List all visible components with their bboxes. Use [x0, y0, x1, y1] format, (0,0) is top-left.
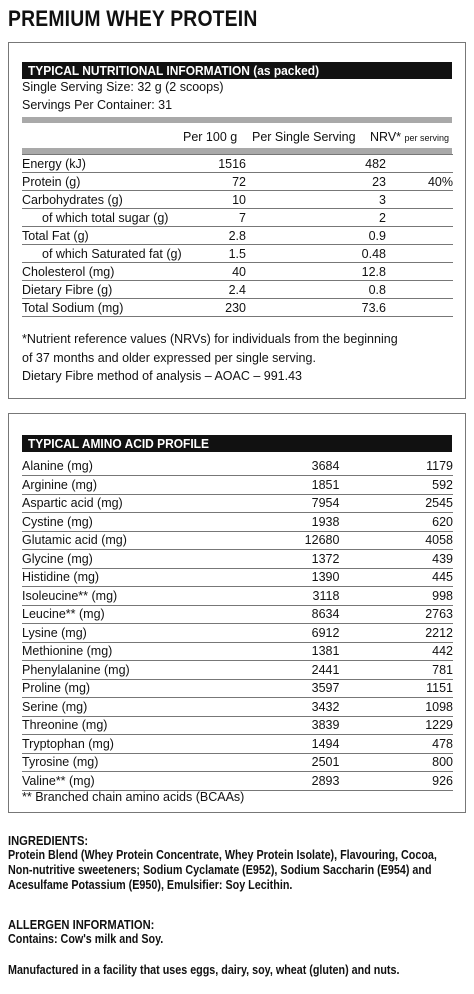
- amino-panel: [8, 413, 466, 813]
- cell-nrv: [386, 209, 453, 227]
- cell-per100: 40: [194, 263, 246, 281]
- cell-per-serving: 2545: [339, 494, 453, 513]
- table-row: [22, 698, 453, 717]
- cell-label: Tyrosine (mg): [22, 753, 225, 772]
- cell-per-serving: 2763: [339, 605, 453, 624]
- cell-per-serving: 998: [339, 587, 453, 606]
- cell-per-serving: 4058: [339, 531, 453, 550]
- cell-per-serving: 800: [339, 753, 453, 772]
- cell-per100: 3839: [225, 716, 340, 735]
- cell-per-serving: 478: [339, 735, 453, 754]
- cell-per100: 3118: [225, 587, 340, 606]
- cell-per100: 2501: [225, 753, 340, 772]
- cell-per100: 3684: [225, 457, 340, 476]
- nutrition-table: [22, 154, 453, 317]
- cell-per100: 1.5: [194, 245, 246, 263]
- table-row: [22, 716, 453, 735]
- cell-per-serving: 445: [339, 568, 453, 587]
- cell-nrv: 40%: [386, 173, 453, 191]
- page-title: PREMIUM WHEY PROTEIN: [8, 6, 258, 31]
- table-row: [22, 772, 453, 791]
- cell-per100: 10: [194, 191, 246, 209]
- cell-per100: 72: [194, 173, 246, 191]
- cell-label: Alanine (mg): [22, 457, 225, 476]
- cell-label: Glycine (mg): [22, 550, 225, 569]
- ingredients-line: Acesulfame Potassium (E950), Emulsifier: Soy Lecithin.: [8, 878, 293, 892]
- cell-per-serving: 0.48: [246, 245, 386, 263]
- cell-per-serving: 482: [246, 155, 386, 173]
- cell-per100: 12680: [225, 531, 340, 550]
- cell-nrv: [386, 263, 453, 281]
- ingredients-heading: INGREDIENTS:: [8, 833, 89, 848]
- cell-label: Aspartic acid (mg): [22, 494, 225, 513]
- amino-header: TYPICAL AMINO ACID PROFILE: [22, 435, 452, 452]
- allergen-text: Contains: Cow's milk and Soy.: [8, 932, 164, 946]
- nutrition-notes: *Nutrient reference values (NRVs) for individuals from the beginning of 37 months and older expressed per single serving. Dietary Fibre method of analysis – AOAC – 991.43: [22, 332, 398, 383]
- col-nrv-small: per serving: [404, 133, 450, 143]
- cell-per100: 1516: [194, 155, 246, 173]
- cell-per-serving: 2: [246, 209, 386, 227]
- table-row: [22, 679, 453, 698]
- gray-divider: [22, 117, 452, 123]
- table-row: [22, 550, 453, 569]
- table-row: [22, 227, 453, 245]
- cell-label: Glutamic acid (mg): [22, 531, 225, 550]
- table-row: [22, 263, 453, 281]
- cell-per-serving: 439: [339, 550, 453, 569]
- table-row: [22, 245, 453, 263]
- table-row: [22, 457, 453, 476]
- serving-size: Single Serving Size: 32 g (2 scoops): [22, 80, 224, 94]
- cell-per100: 6912: [225, 624, 340, 643]
- table-row: [22, 735, 453, 754]
- cell-per-serving: 926: [339, 772, 453, 791]
- cell-label: Proline (mg): [22, 679, 225, 698]
- table-row: [22, 155, 453, 173]
- cell-label: Cholesterol (mg): [22, 263, 194, 281]
- cell-per-serving: 620: [339, 513, 453, 532]
- cell-per-serving: 781: [339, 661, 453, 680]
- cell-per100: 1938: [225, 513, 340, 532]
- cell-nrv: [386, 191, 453, 209]
- col-per100: Per 100 g: [183, 130, 238, 144]
- cell-label: Valine** (mg): [22, 772, 225, 791]
- cell-label: Phenylalanine (mg): [22, 661, 225, 680]
- cell-per100: 2.4: [194, 281, 246, 299]
- cell-per100: 7: [194, 209, 246, 227]
- cell-per-serving: 3: [246, 191, 386, 209]
- table-row: [22, 531, 453, 550]
- table-row: [22, 753, 453, 772]
- table-row: [22, 191, 453, 209]
- bcaa-note: ** Branched chain amino acids (BCAAs): [22, 790, 245, 804]
- cell-per-serving: 0.9: [246, 227, 386, 245]
- table-row: [22, 642, 453, 661]
- nutrition-header: TYPICAL NUTRITIONAL INFORMATION (as packed): [22, 62, 452, 79]
- cell-label: Protein (g): [22, 173, 194, 191]
- cell-per100: 3597: [225, 679, 340, 698]
- cell-per-serving: 23: [246, 173, 386, 191]
- table-row: [22, 476, 453, 495]
- cell-nrv: [386, 299, 453, 317]
- cell-per-serving: 0.8: [246, 281, 386, 299]
- cell-per-serving: 12.8: [246, 263, 386, 281]
- cell-per-serving: 1151: [339, 679, 453, 698]
- cell-label: Threonine (mg): [22, 716, 225, 735]
- cell-per-serving: 1229: [339, 716, 453, 735]
- table-row: [22, 209, 453, 227]
- table-row: [22, 299, 453, 317]
- cell-label: Serine (mg): [22, 698, 225, 717]
- allergen-heading: ALLERGEN INFORMATION:: [8, 917, 155, 932]
- cell-nrv: [386, 281, 453, 299]
- cell-per-serving: 2212: [339, 624, 453, 643]
- cell-label: Isoleucine** (mg): [22, 587, 225, 606]
- cell-nrv: [386, 227, 453, 245]
- table-row: [22, 281, 453, 299]
- cell-per-serving: 1098: [339, 698, 453, 717]
- ingredients-line: Protein Blend (Whey Protein Concentrate, Whey Protein Isolate), Flavouring, Cocoa,: [8, 848, 437, 862]
- table-row: [22, 513, 453, 532]
- table-row: [22, 494, 453, 513]
- facility-section: [8, 963, 466, 978]
- cell-per-serving: 1179: [339, 457, 453, 476]
- cell-nrv: [386, 245, 453, 263]
- cell-per100: 1851: [225, 476, 340, 495]
- cell-per100: 1494: [225, 735, 340, 754]
- cell-label: Leucine** (mg): [22, 605, 225, 624]
- cell-per-serving: 592: [339, 476, 453, 495]
- col-per-serving: Per Single Serving: [252, 130, 356, 144]
- cell-per100: 1390: [225, 568, 340, 587]
- cell-label: of which total sugar (g): [22, 209, 194, 227]
- cell-per-serving: 442: [339, 642, 453, 661]
- cell-label: Tryptophan (mg): [22, 735, 225, 754]
- cell-label: Dietary Fibre (g): [22, 281, 194, 299]
- cell-label: Energy (kJ): [22, 155, 194, 173]
- table-row: [22, 173, 453, 191]
- cell-label: Histidine (mg): [22, 568, 225, 587]
- cell-label: Total Fat (g): [22, 227, 194, 245]
- cell-per-serving: 73.6: [246, 299, 386, 317]
- table-row: [22, 624, 453, 643]
- table-row: [22, 661, 453, 680]
- cell-per100: 2.8: [194, 227, 246, 245]
- cell-per100: 1381: [225, 642, 340, 661]
- cell-label: Lysine (mg): [22, 624, 225, 643]
- cell-per100: 230: [194, 299, 246, 317]
- cell-label: of which Saturated fat (g): [22, 245, 194, 263]
- table-row: [22, 568, 453, 587]
- cell-label: Total Sodium (mg): [22, 299, 194, 317]
- amino-table: [22, 457, 453, 791]
- ingredients-section: [8, 833, 466, 893]
- cell-per100: 2441: [225, 661, 340, 680]
- cell-per100: 1372: [225, 550, 340, 569]
- cell-nrv: [386, 155, 453, 173]
- cell-label: Arginine (mg): [22, 476, 225, 495]
- table-row: [22, 587, 453, 606]
- cell-per100: 8634: [225, 605, 340, 624]
- cell-label: Carbohydrates (g): [22, 191, 194, 209]
- nutrition-panel: [8, 42, 466, 399]
- table-row: [22, 605, 453, 624]
- cell-per100: 3432: [225, 698, 340, 717]
- col-nrv: NRV* per serving: [370, 130, 450, 144]
- cell-label: Methionine (mg): [22, 642, 225, 661]
- servings-per-container: Servings Per Container: 31: [22, 98, 173, 112]
- facility-text: Manufactured in a facility that uses eggs, dairy, soy, wheat (gluten) and nuts.: [8, 963, 400, 977]
- cell-per100: 2893: [225, 772, 340, 791]
- cell-per100: 7954: [225, 494, 340, 513]
- cell-label: Cystine (mg): [22, 513, 225, 532]
- ingredients-line: Non-nutritive sweeteners; Sodium Cyclamate (E952), Sodium Saccharin (E954) and: [8, 863, 432, 877]
- allergen-section: [8, 917, 466, 947]
